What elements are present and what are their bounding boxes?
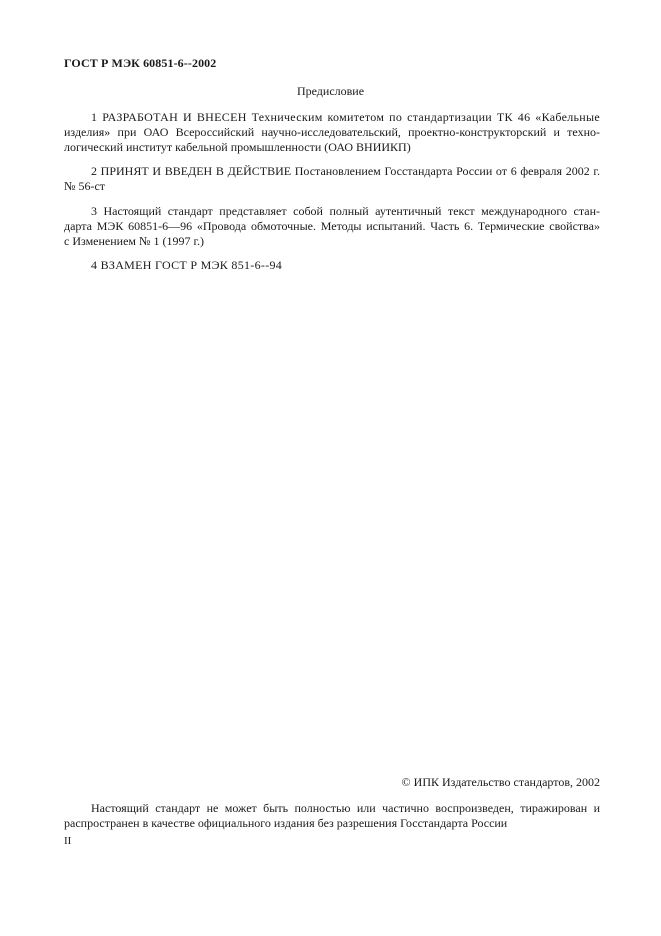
paragraph-2-adopted — [64, 164, 600, 194]
paragraph-1-line-3: логический институт кабельной промышленности (ОАО ВНИИКП) — [64, 140, 411, 154]
reproduction-notice — [64, 801, 600, 831]
reproduction-notice-line-2: распространен в качестве официального издания без разрешения Госстандарта России — [64, 816, 508, 830]
paragraph-3-line-3: с Изменением № 1 (1997 г.) — [64, 234, 205, 248]
copyright-notice: © ИПК Издательство стандартов, 2002 — [401, 775, 600, 789]
paragraph-1-line-1: 1 РАЗРАБОТАН И ВНЕСЕН Техническим комитетом по стандартизации ТК 46 «Кабельные — [91, 110, 600, 124]
reproduction-notice-line-1: Настоящий стандарт не может быть полностью или частично воспроизведен, тиражирован и — [91, 801, 600, 815]
paragraph-2-line-1: 2 ПРИНЯТ И ВВЕДЕН В ДЕЙСТВИЕ Постановлением Госстандарта России от 6 февраля 2002 г. — [91, 164, 600, 178]
paragraph-3-line-1: 3 Настоящий стандарт представляет собой полный аутентичный текст международного стан- — [91, 204, 600, 218]
document-code-header: ГОСТ Р МЭК 60851-6--2002 — [64, 56, 217, 70]
paragraph-1-developed-by — [64, 110, 600, 155]
paragraph-3-authentic-text — [64, 204, 600, 249]
paragraph-3-line-2: дарта МЭК 60851-6—96 «Провода обмоточные. Методы испытаний. Часть 6. Термические свойства» — [64, 219, 600, 233]
paragraph-4-replaces — [64, 258, 600, 273]
paragraph-4-line-1: 4 ВЗАМЕН ГОСТ Р МЭК 851-6--94 — [91, 258, 283, 272]
paragraph-2-line-2: № 56-ст — [64, 179, 106, 193]
paragraph-1-line-2: изделия» при ОАО Всероссийский научно-исследовательский, проектно-конструкторский и техно- — [64, 125, 600, 139]
preface-title: Предисловие — [296, 84, 365, 98]
page-number: II — [64, 835, 72, 847]
